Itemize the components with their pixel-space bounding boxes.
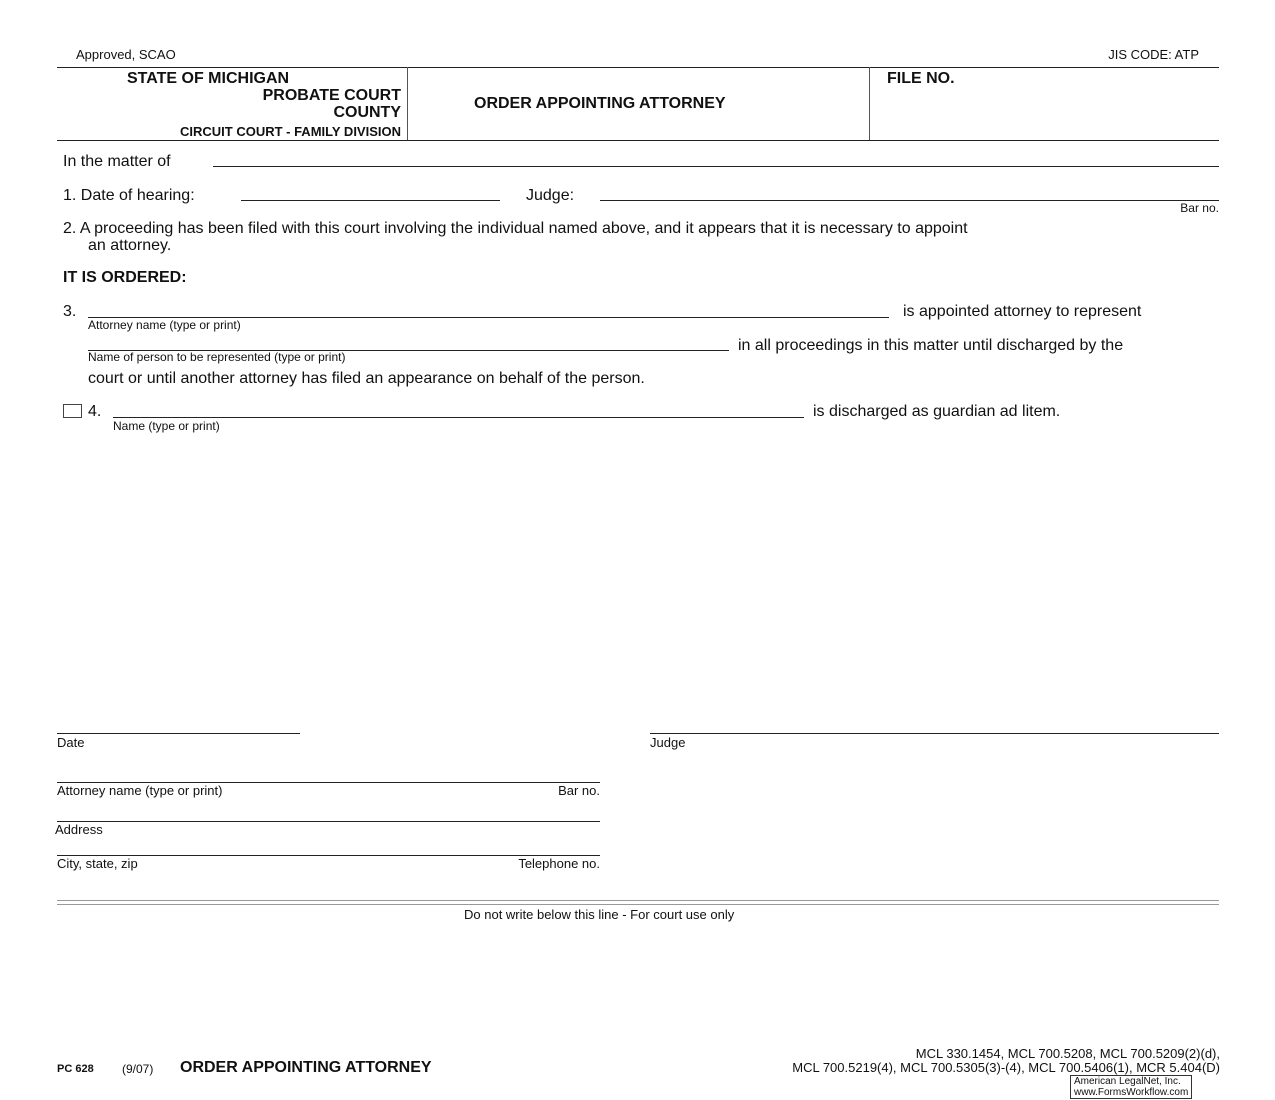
matter-label: In the matter of — [63, 153, 171, 170]
divider — [57, 140, 1219, 141]
vendor-url: www.FormsWorkflow.com — [1074, 1087, 1189, 1098]
city-label: City, state, zip — [57, 856, 138, 871]
circuit-label: CIRCUIT COURT - FAMILY DIVISION — [179, 124, 401, 139]
judge-signature-label: Judge — [650, 735, 686, 750]
divider — [57, 904, 1219, 905]
telephone-label: Telephone no. — [518, 856, 600, 871]
attorney-bar-label: Bar no. — [558, 783, 600, 798]
item2-text: 2. A proceeding has been filed with this court involving the individual named above, and it appears that it is necessary to appoint — [63, 220, 968, 237]
bar-no-label: Bar no. — [1180, 201, 1219, 215]
item3-number: 3. — [63, 303, 77, 320]
approved-label: Approved, SCAO — [76, 47, 176, 62]
address-label: Address — [55, 822, 103, 837]
ordered-heading: IT IS ORDERED: — [63, 269, 187, 286]
court-use-note: Do not write below this line - For court use only — [464, 907, 735, 922]
statutes-line1: MCL 330.1454, MCL 700.5208, MCL 700.5209(2)(d), — [915, 1046, 1220, 1061]
guardian-name-label: Name (type or print) — [113, 419, 220, 433]
form-title: ORDER APPOINTING ATTORNEY — [474, 95, 726, 112]
divider — [407, 67, 408, 140]
hearing-date-label: 1. Date of hearing: — [63, 187, 195, 204]
divider — [869, 67, 870, 140]
judge-signature-field[interactable] — [650, 733, 1219, 734]
divider — [57, 67, 1219, 68]
person-name-label: Name of person to be represented (type or print) — [88, 350, 346, 364]
attorney-label: Attorney name (type or print) — [57, 783, 223, 798]
item3-text: is appointed attorney to represent — [903, 303, 1142, 320]
date-label: Date — [57, 735, 85, 750]
form-number: PC 628 — [57, 1063, 94, 1075]
item2-text-cont: an attorney. — [88, 237, 172, 254]
item4-number: 4. — [88, 403, 102, 420]
file-no-label: FILE NO. — [887, 70, 955, 87]
state-label: STATE OF MICHIGAN — [127, 70, 290, 87]
form-revision: (9/07) — [122, 1062, 154, 1076]
vendor-box — [1070, 1075, 1192, 1099]
judge-label: Judge: — [526, 187, 575, 204]
matter-field[interactable] — [213, 166, 1219, 167]
item4-checkbox[interactable] — [63, 404, 82, 418]
address-field[interactable] — [57, 821, 600, 822]
attorney-name-label: Attorney name (type or print) — [88, 318, 241, 332]
divider — [57, 900, 1219, 901]
date-signature-field[interactable] — [57, 733, 300, 734]
county-label: COUNTY — [333, 104, 401, 121]
guardian-name-field[interactable] — [113, 417, 804, 418]
footer-title: ORDER APPOINTING ATTORNEY — [180, 1059, 432, 1076]
item4-text: is discharged as guardian ad litem. — [813, 403, 1061, 420]
jis-code: JIS CODE: ATP — [1108, 47, 1199, 62]
vendor-name: American LegalNet, Inc. — [1074, 1076, 1181, 1087]
statutes-line2: MCL 700.5219(4), MCL 700.5305(3)-(4), MCL 700.5406(1), MCR 5.404(D) — [792, 1060, 1220, 1075]
probate-label: PROBATE COURT — [262, 87, 401, 104]
hearing-date-field[interactable] — [241, 200, 500, 201]
judge-field[interactable] — [600, 200, 1219, 201]
item3-text2: in all proceedings in this matter until discharged by the — [738, 337, 1124, 354]
item3-text3: court or until another attorney has filed an appearance on behalf of the person. — [88, 370, 645, 387]
